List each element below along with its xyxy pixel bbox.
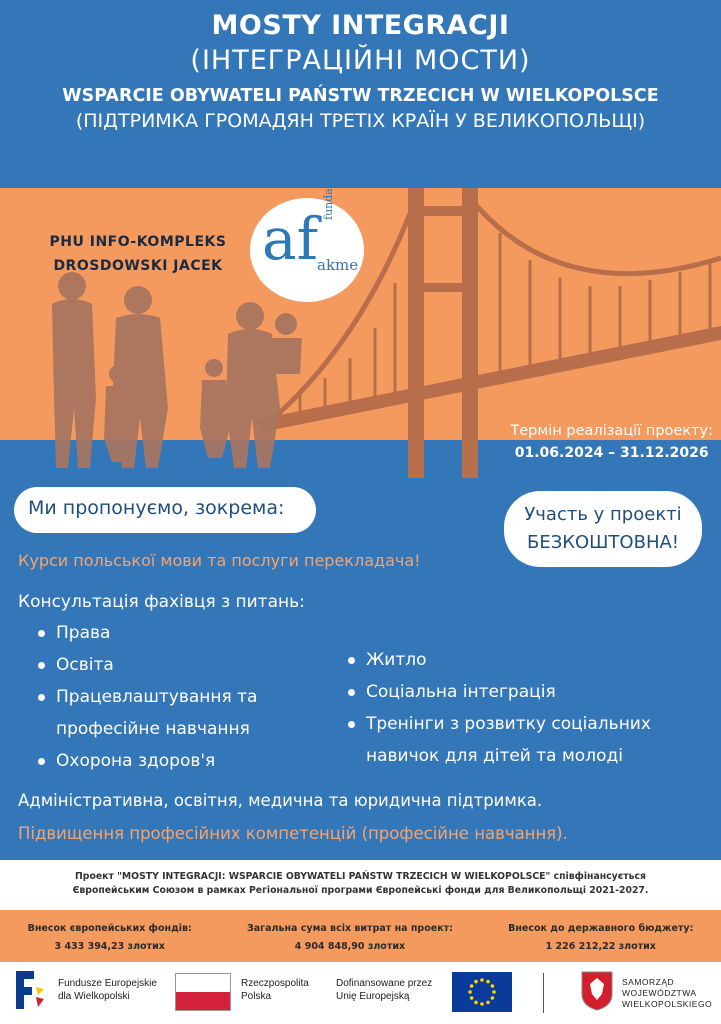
- funding-statement: [0, 860, 721, 910]
- organizer-name: [38, 230, 238, 278]
- eu-cofinancing-text: [336, 977, 432, 1003]
- akme-logo-prefix: fundacja: [322, 172, 335, 220]
- stat-label: Внесок європейських фондів:: [27, 923, 192, 934]
- funding-line2: Європейським Союзом в рамках Регіональної програми Європейські фонди для Великопольщі 2021-2027.: [72, 885, 649, 896]
- sw-line1: SAMORZĄD: [622, 977, 675, 987]
- list-item: Соціальна інтеграція: [342, 676, 702, 708]
- funding-line1: Проект "MOSTY INTEGRACJI: WSPARCIE OBYWATELI PAŃSTW TRZECICH W WIELKOPOLSCE" співфінансується: [75, 871, 646, 882]
- bridge-tower-left: [408, 188, 424, 478]
- consultation-heading: Консультація фахівця з питань:: [18, 592, 305, 612]
- stat-label: Загальна сума всіх витрат на проект:: [246, 923, 453, 934]
- samorzad-logo-text: [622, 977, 712, 1010]
- free-participation-pill: [504, 491, 702, 567]
- list-item: Охорона здоров'я: [32, 745, 332, 777]
- bridge-tower-beam: [408, 283, 478, 292]
- stat-eu-funds: [28, 920, 192, 962]
- akme-logo: [250, 172, 364, 302]
- offer-pill: Ми пропонуємо, зокрема:: [14, 487, 316, 533]
- free-participation-line2: БЕЗКОШТОВНА!: [526, 532, 680, 553]
- eu-flag-icon: [452, 972, 512, 1012]
- logo-divider: [543, 973, 544, 1013]
- european-funds-logo-text: [58, 977, 157, 1003]
- organizer-line1: PHU INFO-KOMPLEKS: [49, 234, 227, 250]
- header-banner: [0, 0, 721, 188]
- polish-flag-icon: [175, 973, 231, 1011]
- project-term-dates: 01.06.2024 – 31.12.2026: [514, 445, 709, 461]
- rp-line2: Polska: [241, 991, 272, 1002]
- rp-logo-text: [241, 977, 309, 1003]
- akme-logo-name: akme: [317, 256, 359, 274]
- list-item: Освіта: [32, 649, 332, 681]
- consultation-list-left: [32, 617, 332, 777]
- stat-value: 4 904 848,90 злотих: [294, 941, 406, 952]
- list-item: Житло: [342, 644, 702, 676]
- page-subtitle-ua: (ПІДТРИМКА ГРОМАДЯН ТРЕТІХ КРАЇН У ВЕЛИКОПОЛЬЩІ): [75, 110, 646, 132]
- list-item: Права: [32, 617, 332, 649]
- list-item: Працевлаштування та професійне навчання: [32, 681, 332, 745]
- consultation-list-right: [342, 644, 702, 772]
- stat-value: 3 433 394,23 злотих: [54, 941, 165, 952]
- ue-line2: Unię Europejską: [336, 991, 410, 1002]
- free-participation-line1: Участь у проекті: [524, 504, 682, 525]
- list-item: Тренінги з розвитку соціальних навичок для дітей та молоді: [342, 708, 702, 772]
- sw-line3: WIELKOPOLSKIEGO: [622, 999, 713, 1009]
- rp-line1: Rzeczpospolita: [241, 978, 309, 989]
- akme-logo-mark: af: [262, 205, 319, 273]
- project-term-label: Термін реалізації проекту:: [510, 423, 713, 439]
- stat-state-budget: [508, 920, 693, 962]
- page-title: MOSTY INTEGRACJI: [211, 10, 510, 41]
- ue-line1: Dofinansowane przez: [336, 978, 433, 989]
- professional-text: Підвищення професійних компетенцій (професійне навчання).: [18, 824, 568, 843]
- bridge-tower-right: [462, 188, 478, 478]
- stat-total-cost: [247, 920, 453, 962]
- courses-text: Курси польської мови та послуги перекладача!: [18, 551, 421, 570]
- european-funds-logo-icon: [12, 967, 48, 1013]
- stat-label: Внесок до державного бюджету:: [508, 923, 694, 934]
- bridge-cable: [470, 198, 721, 274]
- fe-line1: Fundusze Europejskie: [58, 978, 157, 989]
- project-term: [510, 420, 713, 464]
- stat-value: 1 226 212,22 злотих: [545, 941, 656, 952]
- wielkopolska-coat-of-arms-icon: [580, 970, 614, 1012]
- budget-stats: [0, 910, 721, 962]
- page-subtitle: WSPARCIE OBYWATELI PAŃSTW TRZECICH W WIELKOPOLSCE: [62, 86, 659, 106]
- family-silhouettes: [52, 272, 302, 468]
- organizer-line2: DROSDOWSKI JACEK: [53, 258, 223, 274]
- fe-line2: dla Wielkopolski: [58, 991, 130, 1002]
- sw-line2: WOJEWÓDZTWA: [622, 988, 697, 998]
- page-title-ua: (ІНТЕГРАЦІЙНІ МОСТИ): [190, 45, 531, 76]
- support-text: Адміністративна, освітня, медична та юридична підтримка.: [18, 791, 543, 810]
- bridge-tower-beam: [408, 206, 478, 216]
